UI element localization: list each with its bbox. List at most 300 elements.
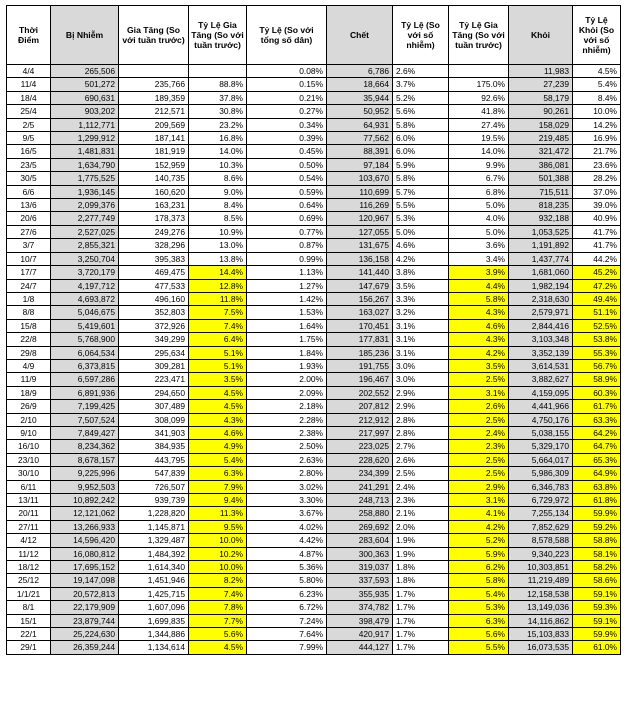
table-cell: 0.45% [247,145,327,158]
table-cell: 228,620 [327,453,393,466]
table-cell: 19.5% [449,132,509,145]
table-cell: 0.59% [247,185,327,198]
table-cell: 1,145,871 [119,520,189,533]
table-cell: 25/12 [7,574,51,587]
table-cell: 2,579,971 [509,306,573,319]
column-header: Tỷ Lệ Gia Tăng (So với tuần trước) [189,6,247,65]
table-row [7,346,621,359]
table-cell: 386,081 [509,158,573,171]
table-cell: 4.2% [449,520,509,533]
table-cell: 7.5% [189,306,247,319]
table-cell: 10.0% [189,534,247,547]
table-cell: 7.64% [247,628,327,641]
table-row [7,132,621,145]
table-row [7,561,621,574]
table-cell: 170,451 [327,319,393,332]
table-cell: 5.36% [247,561,327,574]
table-cell: 4,750,176 [509,413,573,426]
table-cell: 15/1 [7,614,51,627]
table-cell: 6,597,286 [51,373,119,386]
table-cell: 1.8% [393,561,449,574]
table-row [7,266,621,279]
table-cell: 1,936,145 [51,185,119,198]
table-cell: 16/5 [7,145,51,158]
table-cell: 4.5% [189,386,247,399]
table-cell: 2/5 [7,118,51,131]
table-row [7,520,621,533]
table-cell: 6,786 [327,65,393,78]
table-cell: 27/6 [7,225,51,238]
table-cell: 9/5 [7,132,51,145]
table-cell: 6.3% [189,467,247,480]
table-cell: 35,944 [327,91,393,104]
table-cell: 23.6% [573,158,621,171]
table-cell: 398,479 [327,614,393,627]
table-cell: 0.54% [247,172,327,185]
table-cell: 5.9% [393,158,449,171]
table-cell: 163,231 [119,199,189,212]
table-cell: 131,675 [327,239,393,252]
table-cell: 1.7% [393,601,449,614]
table-cell: 7.8% [189,601,247,614]
table-cell: 13,149,036 [509,601,573,614]
table-cell: 5.8% [393,172,449,185]
table-cell: 932,188 [509,212,573,225]
table-cell: 9,225,996 [51,467,119,480]
table-cell: 9.9% [449,158,509,171]
table-cell: 16,073,535 [509,641,573,654]
table-cell: 47.2% [573,279,621,292]
table-cell: 5.3% [449,601,509,614]
table-cell: 52.5% [573,319,621,332]
table-row [7,400,621,413]
table-cell: 2.0% [393,520,449,533]
table-cell: 14.0% [449,145,509,158]
table-cell: 2.28% [247,413,327,426]
table-cell: 5.8% [393,118,449,131]
table-cell: 5.4% [189,453,247,466]
table-cell: 88,391 [327,145,393,158]
table-cell: 45.2% [573,266,621,279]
table-cell: 372,926 [119,319,189,332]
table-cell: 7.24% [247,614,327,627]
column-header: Thời Điểm [7,6,51,65]
table-cell: 3,250,704 [51,252,119,265]
table-cell: 5.4% [449,587,509,600]
table-cell: 6.7% [449,172,509,185]
table-cell: 307,489 [119,400,189,413]
table-cell: 219,485 [509,132,573,145]
table-cell: 2.6% [449,400,509,413]
table-cell: 17/7 [7,266,51,279]
table-cell: 59.2% [573,520,621,533]
table-row [7,118,621,131]
table-cell: 3.9% [449,266,509,279]
table-cell: 13/6 [7,199,51,212]
table-cell: 16/10 [7,440,51,453]
table-row [7,225,621,238]
table-cell: 11,219,489 [509,574,573,587]
table-cell: 136,158 [327,252,393,265]
table-cell: 3.30% [247,494,327,507]
table-cell: 223,471 [119,373,189,386]
table-cell: 3.6% [449,239,509,252]
table-row [7,641,621,654]
table-cell: 0.08% [247,65,327,78]
column-header: Bị Nhiễm [51,6,119,65]
table-cell: 4.6% [189,426,247,439]
table-cell: 5,046,675 [51,306,119,319]
table-cell: 1,481,831 [51,145,119,158]
table-cell: 63.8% [573,480,621,493]
table-cell: 3.4% [449,252,509,265]
table-cell: 10/7 [7,252,51,265]
table-cell: 59.1% [573,614,621,627]
table-cell: 63.3% [573,413,621,426]
table-cell: 2.9% [449,480,509,493]
table-cell: 5.9% [449,547,509,560]
table-cell: 1,681,060 [509,266,573,279]
table-cell: 12.8% [189,279,247,292]
table-cell: 2,318,630 [509,292,573,305]
table-cell: 196,467 [327,373,393,386]
table-cell: 939,739 [119,494,189,507]
table-cell: 64,931 [327,118,393,131]
table-cell: 5.6% [393,105,449,118]
table-cell: 7,849,427 [51,426,119,439]
table-cell: 58,179 [509,91,573,104]
column-header: Gia Tăng (So với tuần trước) [119,6,189,65]
table-cell: 9,340,223 [509,547,573,560]
table-cell: 309,281 [119,359,189,372]
table-cell: 60.3% [573,386,621,399]
table-cell: 2.1% [393,507,449,520]
column-header: Tỷ Lệ Khỏi (So với số nhiễm) [573,6,621,65]
table-cell: 6/6 [7,185,51,198]
table-cell: 4,441,966 [509,400,573,413]
table-cell: 4,197,712 [51,279,119,292]
table-cell: 15,103,833 [509,628,573,641]
table-cell: 212,912 [327,413,393,426]
table-cell: 41.7% [573,225,621,238]
table-cell: 9,952,503 [51,480,119,493]
table-cell: 4.1% [449,507,509,520]
table-cell: 1,614,340 [119,561,189,574]
table-cell: 10,892,242 [51,494,119,507]
table-cell: 58.1% [573,547,621,560]
table-cell: 3.3% [393,292,449,305]
table-cell: 7.99% [247,641,327,654]
table-cell: 11/9 [7,373,51,386]
table-cell: 5.5% [393,199,449,212]
table-cell: 13.8% [189,252,247,265]
table-cell: 443,795 [119,453,189,466]
table-cell: 4/9 [7,359,51,372]
table-cell: 726,507 [119,480,189,493]
table-cell: 37.0% [573,185,621,198]
table-cell: 249,276 [119,225,189,238]
table-cell: 90,261 [509,105,573,118]
table-cell: 6,891,936 [51,386,119,399]
table-cell: 209,569 [119,118,189,131]
table-cell: 41.7% [573,239,621,252]
table-cell: 1.42% [247,292,327,305]
table-cell: 55.3% [573,346,621,359]
table-row [7,359,621,372]
table-cell: 7.4% [189,319,247,332]
table-cell: 23,879,744 [51,614,119,627]
table-cell: 27/11 [7,520,51,533]
table-cell: 0.99% [247,252,327,265]
table-cell: 160,620 [119,185,189,198]
table-cell: 140,735 [119,172,189,185]
table-cell: 5.6% [449,628,509,641]
table-cell: 64.7% [573,440,621,453]
table-row [7,628,621,641]
table-cell: 8.6% [189,172,247,185]
table-cell: 6,729,972 [509,494,573,507]
table-cell: 3.5% [449,359,509,372]
table-cell: 147,679 [327,279,393,292]
table-cell: 30/5 [7,172,51,185]
table-cell: 2.6% [393,453,449,466]
table-cell [449,65,509,78]
table-cell: 26/9 [7,400,51,413]
table-cell: 1,982,194 [509,279,573,292]
table-cell: 3.1% [393,333,449,346]
table-cell: 1.7% [393,614,449,627]
table-cell: 6/11 [7,480,51,493]
table-cell: 1,329,487 [119,534,189,547]
table-cell: 395,383 [119,252,189,265]
table-cell: 29/1 [7,641,51,654]
table-cell: 39.0% [573,199,621,212]
table-cell: 10.9% [189,225,247,238]
table-row [7,252,621,265]
column-header: Tỷ Lệ (So với số nhiễm) [393,6,449,65]
table-cell: 4.5% [189,641,247,654]
table-row [7,105,621,118]
table-row [7,279,621,292]
table-cell: 8.2% [189,574,247,587]
table-cell: 6,064,534 [51,346,119,359]
table-cell: 56.7% [573,359,621,372]
table-cell: 477,533 [119,279,189,292]
table-cell: 0.21% [247,91,327,104]
table-cell: 13/11 [7,494,51,507]
table-row [7,614,621,627]
table-cell: 2.8% [393,426,449,439]
table-cell: 352,803 [119,306,189,319]
table-row [7,480,621,493]
table-cell: 3,720,179 [51,266,119,279]
table-cell: 2.9% [393,386,449,399]
table-cell: 5.0% [449,225,509,238]
table-row [7,601,621,614]
table-cell: 24/7 [7,279,51,292]
table-cell: 5.3% [393,212,449,225]
table-row [7,292,621,305]
table-cell: 0.50% [247,158,327,171]
table-cell: 18,664 [327,78,393,91]
table-cell: 15/8 [7,319,51,332]
table-cell: 27.4% [449,118,509,131]
table-cell: 308,099 [119,413,189,426]
table-cell: 300,363 [327,547,393,560]
table-cell: 6.0% [393,132,449,145]
table-cell: 16.8% [189,132,247,145]
table-cell: 2.5% [449,467,509,480]
table-cell: 191,755 [327,359,393,372]
table-cell: 23/5 [7,158,51,171]
table-cell: 2.4% [449,426,509,439]
table-cell: 14.2% [573,118,621,131]
table-cell: 4/4 [7,65,51,78]
table-row [7,386,621,399]
table-cell: 59.9% [573,628,621,641]
table-cell: 41.8% [449,105,509,118]
table-cell: 212,571 [119,105,189,118]
table-cell: 2.3% [449,440,509,453]
table-cell: 3.67% [247,507,327,520]
table-cell: 11/4 [7,78,51,91]
table-cell: 3,614,531 [509,359,573,372]
table-row [7,507,621,520]
table-cell: 18/12 [7,561,51,574]
table-cell: 6.23% [247,587,327,600]
table-row [7,426,621,439]
table-cell: 127,055 [327,225,393,238]
table-cell: 53.8% [573,333,621,346]
table-cell: 6.0% [393,145,449,158]
table-cell: 1.9% [393,547,449,560]
table-cell: 496,160 [119,292,189,305]
table-cell: 4.87% [247,547,327,560]
column-header: Chết [327,6,393,65]
table-cell: 1.9% [393,534,449,547]
table-cell: 420,917 [327,628,393,641]
table-cell: 265,506 [51,65,119,78]
header-row [7,6,621,65]
table-row [7,212,621,225]
table-cell: 185,236 [327,346,393,359]
table-cell: 328,296 [119,239,189,252]
table-cell: 2.80% [247,467,327,480]
table-cell: 1,775,525 [51,172,119,185]
table-cell: 175.0% [449,78,509,91]
table-cell: 7.4% [189,587,247,600]
table-cell: 4.42% [247,534,327,547]
table-cell: 14,596,420 [51,534,119,547]
table-cell: 547,839 [119,467,189,480]
table-cell: 2.9% [393,400,449,413]
table-cell: 59.3% [573,601,621,614]
table-cell: 1,134,614 [119,641,189,654]
table-cell: 187,141 [119,132,189,145]
table-row [7,547,621,560]
column-header: Tỷ Lệ (So với tổng số dân) [247,6,327,65]
table-cell: 501,388 [509,172,573,185]
table-cell: 1,451,946 [119,574,189,587]
table-cell: 5,038,155 [509,426,573,439]
table-cell: 3.1% [393,346,449,359]
table-cell: 9.4% [189,494,247,507]
table-row [7,494,621,507]
table-body [7,65,621,655]
table-cell: 58.9% [573,373,621,386]
table-cell: 1.64% [247,319,327,332]
table-cell: 8.5% [189,212,247,225]
table-cell: 0.15% [247,78,327,91]
table-row [7,373,621,386]
table-cell: 0.39% [247,132,327,145]
table-cell: 2,277,749 [51,212,119,225]
table-cell: 903,202 [51,105,119,118]
table-cell: 44.2% [573,252,621,265]
table-row [7,319,621,332]
table-cell: 4.5% [189,400,247,413]
table-cell: 58.6% [573,574,621,587]
table-cell: 30/10 [7,467,51,480]
table-cell: 61.0% [573,641,621,654]
table-cell: 4,159,095 [509,386,573,399]
table-cell: 28.2% [573,172,621,185]
table-cell: 321,472 [509,145,573,158]
table-cell: 27,239 [509,78,573,91]
table-cell: 3.1% [449,494,509,507]
table-cell: 1,112,771 [51,118,119,131]
table-cell: 5.0% [449,199,509,212]
table-row [7,333,621,346]
table-cell: 177,831 [327,333,393,346]
table-cell: 4.9% [189,440,247,453]
table-cell: 23.2% [189,118,247,131]
table-cell: 1.7% [393,587,449,600]
table-cell: 3.8% [393,266,449,279]
table-cell: 1.93% [247,359,327,372]
table-cell: 5.80% [247,574,327,587]
table-cell: 26,359,244 [51,641,119,654]
table-cell: 58.2% [573,561,621,574]
table-cell: 1,425,715 [119,587,189,600]
table-cell: 223,025 [327,440,393,453]
table-cell: 23/10 [7,453,51,466]
table-cell: 10.2% [189,547,247,560]
table-cell: 4/12 [7,534,51,547]
table-cell: 2.5% [449,373,509,386]
table-row [7,306,621,319]
table-cell: 110,699 [327,185,393,198]
table-cell: 103,670 [327,172,393,185]
table-cell: 17,695,152 [51,561,119,574]
table-cell: 13,266,933 [51,520,119,533]
table-cell: 2.00% [247,373,327,386]
table-cell: 2,855,321 [51,239,119,252]
table-cell: 77,562 [327,132,393,145]
table-cell: 1.13% [247,266,327,279]
table-cell: 189,359 [119,91,189,104]
table-cell: 59.1% [573,587,621,600]
table-cell: 10.3% [189,158,247,171]
table-cell: 294,650 [119,386,189,399]
table-cell: 22/1 [7,628,51,641]
table-cell: 6.2% [449,561,509,574]
table-cell: 349,299 [119,333,189,346]
table-cell: 1.84% [247,346,327,359]
table-cell: 58.8% [573,534,621,547]
table-cell: 97,184 [327,158,393,171]
table-cell: 5.2% [393,91,449,104]
